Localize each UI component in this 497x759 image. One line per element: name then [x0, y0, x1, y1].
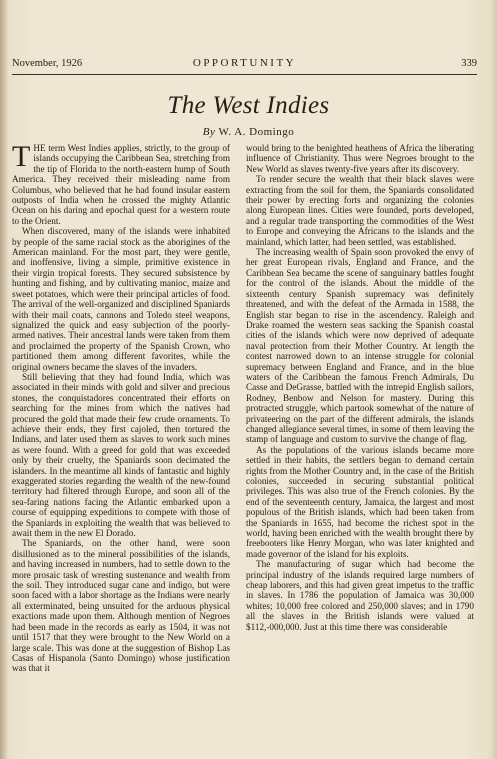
paragraph-text: HE term West Indies applies, strictly, to the group of islands occupying the Caribbean Sea, stretching from the tip of Florida to the north-eastern hump of South America. They received their misleading name from Columbus, who believed that he had found insular eastern outposts of India when he crossed the mighty Atlantic Ocean on his daring and epochal quest for a western route to the Orient. — [12, 143, 230, 226]
journal-name: OPPORTUNITY — [192, 57, 297, 69]
paragraph: When discovered, many of the islands were inhabited by people of the same racial stock as the aborigines of the American mainland. For the most part, they were gentle, and inoffensive, living a simple, primitive existence in their virgin tropical forests. They secured subsistence by hunting and fishing, and by cultivating manioc, maize and sweet potatoes, which were their principal articles of food. The arrival of the well-organized and disciplined Spaniards with their mail coats, cannons and Toledo steel weapons, signalized the quick and easy subjection of the poorly-armed natives. Their ancestral lands were taken from them and proclaimed the property of the Spanish Crown, who partitioned them among different favorites, while the original owners became the slaves of the invaders. — [12, 226, 230, 372]
paragraph: The Spaniards, on the other hand, were soon disillusioned as to the mineral possibilities of the islands, and having increased in numbers, had to settle down to the more prosaic task of wresting sustenance and wealth from the soil. They introduced sugar cane and indigo, but were soon faced with a labor shortage as the Indians were nearly all exterminated, being unsuited for the arduous physical exactions made upon them. Although mention of Negroes had been made in the records as early as 1504, it was not until 1517 that they were brought to the New World on a large scale. This was done at the suggestion of Bishop Las Casas of Hispanola (Santo Domingo) whose justification was that it — [12, 538, 230, 674]
paragraph: To render secure the wealth that their black slaves were extracting from the soil for them, the Spaniards consolidated their power by erecting forts and organizing the colonies along European lines. Cities were founded, ports developed, and a regular trade transporting the commodities of the West to Europe and conveying the Africans to the islands and the mainland, which latter, had been settled, was established. — [246, 174, 474, 247]
paragraph: The manufacturing of sugar which had become the principal industry of the islands required large numbers of cheap laborers, and this had given great impetus to the traffic in slaves. In 1786 the population of Jamaica was 30,000 whites; 10,000 free colored and 250,000 slaves; and in 1790 all the slaves in the British islands were valued at $112,-000,000. Just at this time there was considerable — [246, 559, 474, 632]
right-column — [246, 143, 474, 632]
paragraph — [12, 140, 230, 226]
paragraph: As the populations of the various islands became more settled in their habits, the settlers began to demand certain rights from the Mother Country and, in the case of the British colonies, succeeded in securing substantial political privileges. This was also true of the French colonies. By the end of the seventeenth century, Jamaica, the largest and most populous of the British islands, which had been taken from the Spaniards in 1655, had become the richest spot in the world, having been enriched with the wealth brought there by freebooters like Henry Morgan, who was later knighted and made governor of the island for his exploits. — [246, 444, 474, 559]
left-column — [12, 140, 230, 674]
byline — [0, 126, 497, 138]
issue-date: November, 1926 — [12, 58, 83, 69]
page-number: 339 — [461, 58, 477, 69]
paragraph: Still believing that they had found India, which was associated in their minds with gold and silver and precious stones, the conquistadores concentrated their efforts on searching for the mines from which the natives had procured the gold that made their few crude ornaments. To achieve their ends, they first cajoled, then tortured the Indians, and later used them as slaves to work such mines as were found. With a greed for gold that was exceeded only by their cruelty, the Spaniards soon decimated the islanders. In the meantime all kinds of fantastic and highly exaggerated stories regarding the wealth of the new-found territory had filtered through Europe, and soon all of the sea-faring nations facing the Atlantic embarked upon a course of equipping expeditions to compete with those of the Spaniards in exploiting the wealth that was believed to await them in the new El Dorado. — [12, 371, 230, 539]
paragraph: The increasing wealth of Spain soon provoked the envy of her great European rivals, England and France, and the Caribbean Sea became the scene of sanguinary battles fought for the control of the islands. About the middle of the sixteenth century Spanish supremacy was definitely threatened, and with the defeat of the Armada in 1588, the English star began to rise in the ascendency. Raleigh and Drake roamed the western seas sacking the Spanish coastal cities of the islands which were now deprived of adequate naval protection from their Mother Country. At length the contest narrowed down to an intense struggle for colonial supremacy between England and France, and in the blue waters of the Caribbean the famous French Admirals, Du Casse and DeGrasse, battled with the intrepid English sailors, Rodney, Benbow and Nelson for mastery. During this protracted struggle, which partook somewhat of the nature of privateering on the part of the different admirals, the islands changed allegiance several times, in some of them leaving the stamp of language and custom to survive the change of flag. — [246, 247, 474, 445]
drop-cap: T — [12, 140, 31, 173]
article-title: The West Indies — [167, 92, 330, 119]
running-header — [12, 56, 477, 75]
paragraph: would bring to the benighted heathens of Africa the liberating influence of Christianity. Thus were Negroes brought to the New World as slaves twenty-five years after its discovery. — [246, 143, 474, 174]
byline-prefix: By — [202, 126, 216, 138]
author-name: W. A. Domingo — [218, 126, 295, 138]
